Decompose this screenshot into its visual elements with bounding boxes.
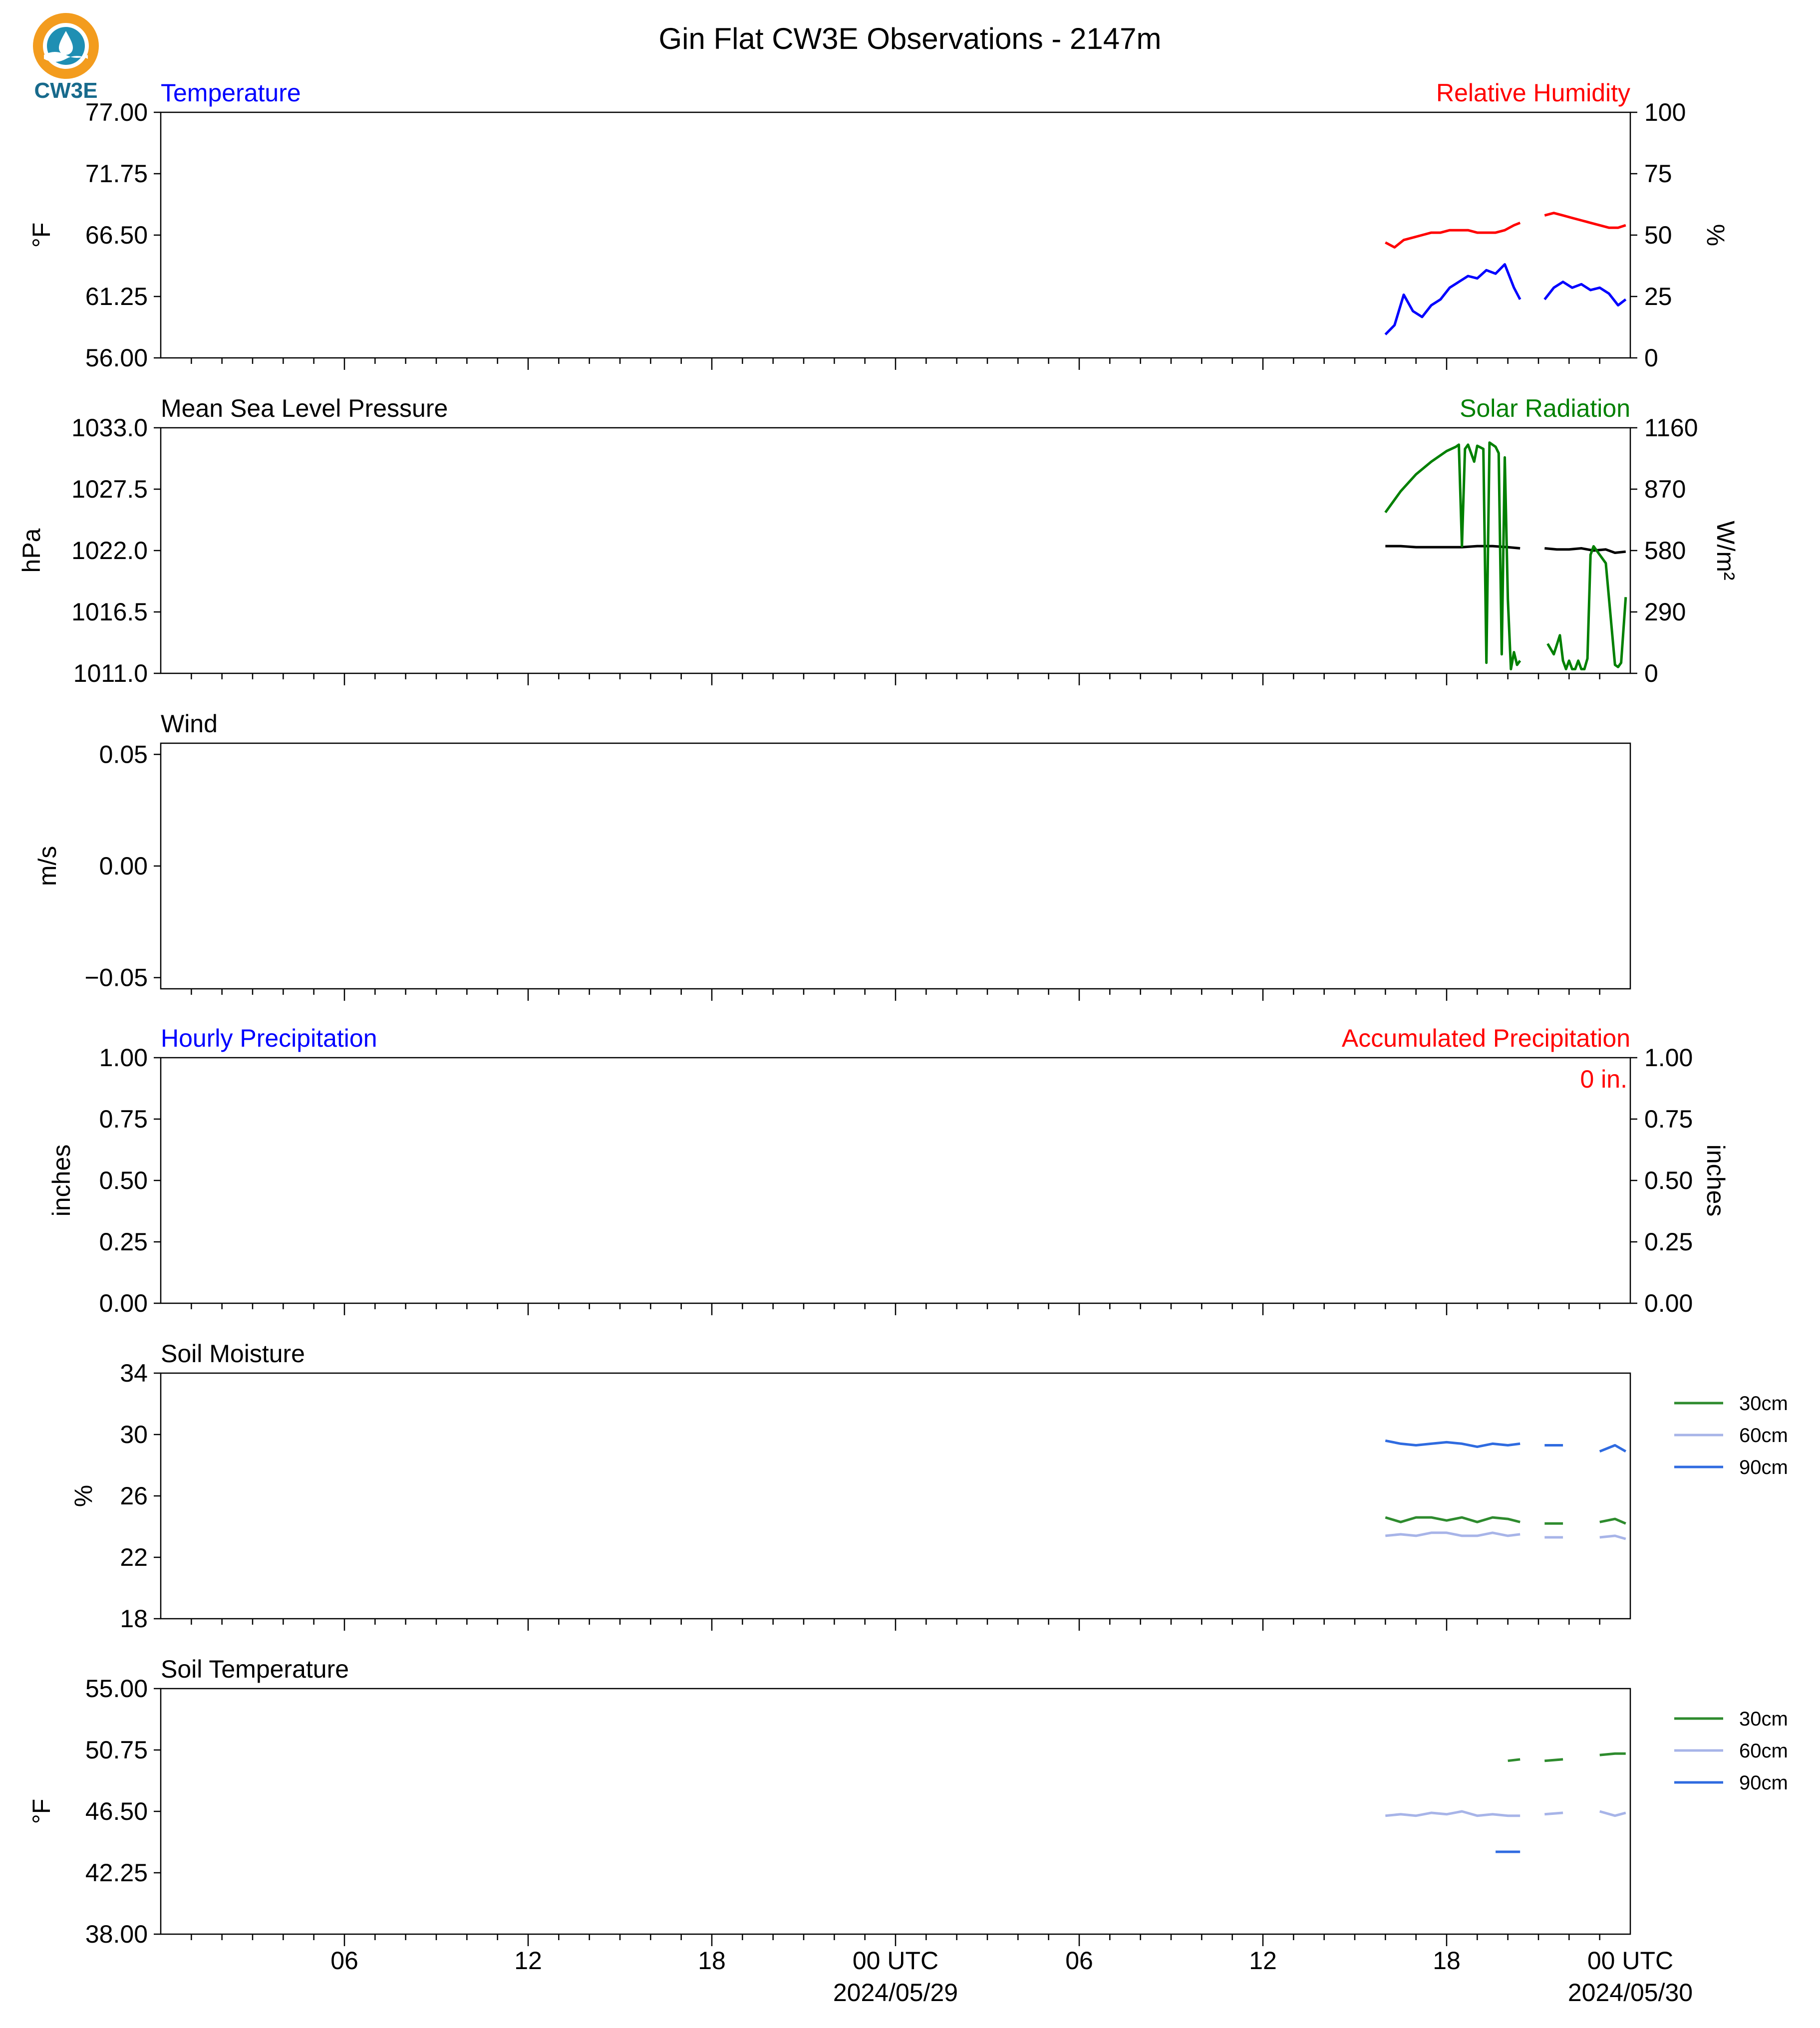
x-tick-date-label: 2024/05/29 [833,1979,958,2007]
legend-label-90cm: 90cm [1739,1772,1788,1794]
series-line-30cm [1508,1753,1626,1761]
legend-label-30cm: 30cm [1739,1708,1788,1730]
logo-text: CW3E [34,78,98,103]
y-tick-label-left: 61.25 [85,283,148,310]
y-tick-label-left: −0.05 [84,963,148,992]
y-axis-label-left: °F [27,1798,55,1824]
y-tick-label-left: 1016.5 [71,598,148,626]
y-tick-label-left: 0.25 [99,1228,148,1256]
y-axis-label-left: inches [47,1144,75,1217]
x-tick-date-label: 2024/05/30 [1567,1979,1693,2007]
series-line-90cm [1385,1441,1626,1451]
series-line-relative-humidity [1385,213,1626,248]
y-tick-label-left: 0.50 [99,1166,148,1194]
y-tick-label-left: 50.75 [85,1736,148,1764]
y-axis-label-right: W/m² [1712,521,1740,580]
series-line-30cm [1385,1517,1626,1523]
y-tick-label-left: 71.75 [85,160,148,188]
legend-label-60cm: 60cm [1739,1740,1788,1762]
y-tick-label-left: 1027.5 [71,475,148,503]
y-axis-label-left: °F [27,222,55,248]
y-tick-label-right: 0.75 [1644,1105,1693,1133]
panel-precip [47,1024,1730,1317]
legend-label-30cm: 30cm [1739,1393,1788,1415]
y-tick-label-left: 18 [120,1605,148,1633]
y-axis-label-left: % [69,1484,97,1507]
y-tick-label-right: 50 [1644,221,1672,249]
y-tick-label-left: 26 [120,1482,148,1510]
plot-frame [161,112,1630,358]
y-tick-label-left: 0.00 [99,852,148,880]
panel-title-left: Wind [161,710,218,738]
panel-title-left: Mean Sea Level Pressure [161,394,448,422]
panel-wind [33,710,1630,1001]
series-line-60cm [1385,1533,1626,1539]
y-tick-label-right: 1160 [1644,414,1698,442]
legend-label-60cm: 60cm [1739,1425,1788,1447]
panel-temp_rh [27,79,1730,372]
y-tick-label-right: 0.00 [1644,1289,1693,1317]
x-tick-label: 12 [1249,1947,1277,1975]
panel-soil_moisture [69,1340,1788,1633]
y-tick-label-left: 1022.0 [71,537,148,565]
plot-frame [161,428,1630,673]
x-tick-label: 18 [1433,1947,1461,1975]
panel-pressure_solar [17,394,1740,687]
y-tick-label-right: 870 [1644,475,1686,503]
y-tick-label-right: 1.00 [1644,1044,1693,1072]
y-tick-label-left: 1011.0 [73,659,148,687]
panel-title-left: Temperature [161,79,301,107]
y-tick-label-left: 22 [120,1543,148,1571]
y-axis-label-left: hPa [17,528,45,573]
x-tick-label: 00 UTC [1587,1947,1674,1975]
y-tick-label-left: 55.00 [85,1675,148,1703]
panels [17,79,1788,2007]
y-tick-label-left: 46.50 [85,1797,148,1825]
panel-title-left: Soil Temperature [161,1655,349,1683]
y-tick-label-right: 100 [1644,98,1686,126]
y-tick-label-right: 0 [1644,344,1658,372]
y-tick-label-left: 0.05 [99,740,148,769]
panel-title-right: Relative Humidity [1436,79,1630,107]
y-tick-label-left: 56.00 [85,344,148,372]
plot-frame [161,1689,1630,1934]
y-tick-label-right: 75 [1644,160,1672,188]
y-tick-label-left: 77.00 [85,98,148,126]
y-axis-label-right: % [1702,224,1730,247]
x-tick-label: 12 [514,1947,542,1975]
y-tick-label-left: 0.00 [99,1289,148,1317]
series-line-temperature [1385,265,1626,335]
plot-frame [161,1058,1630,1303]
x-tick-label: 18 [698,1947,726,1975]
legend-label-90cm: 90cm [1739,1456,1788,1478]
x-tick-label: 00 UTC [852,1947,939,1975]
y-tick-label-left: 30 [120,1421,148,1449]
y-tick-label-left: 66.50 [85,221,148,249]
y-axis-label-right: inches [1702,1144,1730,1217]
y-tick-label-right: 290 [1644,598,1686,626]
y-tick-label-right: 0 [1644,659,1658,687]
y-tick-label-left: 1.00 [99,1044,148,1072]
cw3e-logo [34,18,97,103]
plot-frame [161,743,1630,989]
panel-title-right: Accumulated Precipitation [1341,1024,1630,1052]
y-tick-label-right: 25 [1644,283,1672,310]
panel-title-left: Soil Moisture [161,1340,305,1368]
y-tick-label-left: 38.00 [85,1920,148,1948]
accumulated-total-label: 0 in. [1580,1065,1627,1093]
plot-frame [161,1373,1630,1619]
y-tick-label-right: 0.25 [1644,1228,1693,1256]
panel-title-left: Hourly Precipitation [161,1024,377,1052]
y-tick-label-right: 580 [1644,537,1686,565]
y-tick-label-left: 34 [120,1359,148,1387]
series-line-solar-radiation [1385,443,1626,669]
y-tick-label-left: 0.75 [99,1105,148,1133]
y-axis-label-left: m/s [33,846,61,886]
y-tick-label-left: 1033.0 [71,414,148,442]
x-tick-label: 06 [1065,1947,1093,1975]
y-tick-label-right: 0.50 [1644,1166,1693,1194]
panel-soil_temperature [27,1655,1788,1948]
series-line-60cm [1385,1811,1626,1816]
x-tick-label: 06 [330,1947,358,1975]
panel-title-right: Solar Radiation [1460,394,1630,422]
series-line-90cm [1496,1850,1626,1852]
y-tick-label-left: 42.25 [85,1859,148,1887]
figure-title: Gin Flat CW3E Observations - 2147m [658,22,1162,55]
